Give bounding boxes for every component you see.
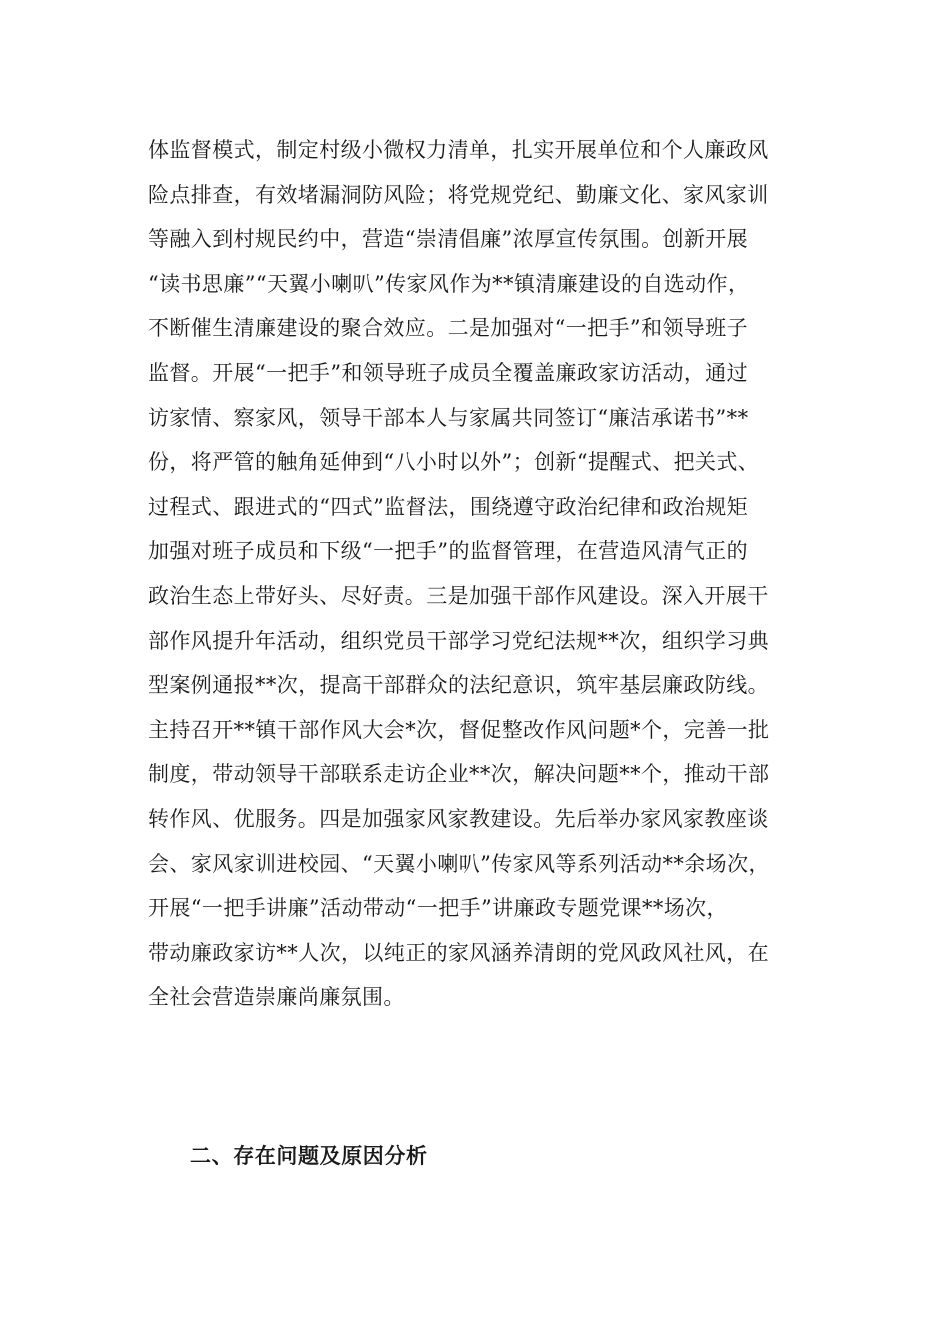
text-line: 部作风提升年活动，组织党员干部学习党纪法规**次，组织学习典 [148,628,769,653]
section-heading: 二、存在问题及原因分析 [190,1143,428,1168]
text-line: 不断催生清廉建设的聚合效应。二是加强对“一把手”和领导班子 [148,316,749,341]
text-line: 险点排查，有效堵漏洞防风险；将党规党纪、勤廉文化、家风家训 [148,182,769,207]
text-line: 过程式、跟进式的“四式”监督法，围绕遵守政治纪律和政治规矩 [148,494,749,519]
text-line: 政治生态上带好头、尽好责。三是加强干部作风建设。深入开展干 [148,583,769,608]
text-line: “读书思廉”“天翼小喇叭”传家风作为**镇清廉建设的自选动作， [148,271,750,296]
text-line: 加强对班子成员和下级“一把手”的监督管理，在营造风清气正的 [148,539,749,564]
text-line: 型案例通报**次，提高干部群众的法纪意识，筑牢基层廉政防线。 [148,673,769,698]
text-line: 体监督模式，制定村级小微权力清单，扎实开展单位和个人廉政风 [148,138,769,162]
text-line: 访家情、察家风，领导干部本人与家属共同签订“廉洁承诺书”** [148,405,749,430]
text-line: 份，将严管的触角延伸到“八小时以外”；创新“提醒式、把关式、 [148,450,760,475]
text-line: 等融入到村规民约中，营造“崇清倡廉”浓厚宣传氛围。创新开展 [148,227,749,252]
text-line: 全社会营造崇廉尚廉氛围。 [148,985,405,1010]
text-line: 开展“一把手讲廉”活动带动“一把手”讲廉政专题党课**场次， [148,896,728,921]
text-line: 制度，带动领导干部联系走访企业**次，解决问题**个，推动干部 [148,762,770,787]
text-line: 转作风、优服务。四是加强家风家教建设。先后举办家风家教座谈 [148,806,769,831]
body-paragraph [148,128,828,1020]
text-line: 主持召开**镇干部作风大会*次，督促整改作风问题*个，完善一批 [148,717,770,742]
text-line: 带动廉政家访**人次，以纯正的家风涵养清朗的党风政风社风，在 [148,940,769,965]
text-line: 会、家风家训进校园、“天翼小喇叭”传家风等系列活动**余场次， [148,851,770,876]
text-line: 监督。开展“一把手”和领导班子成员全覆盖廉政家访活动，通过 [148,360,749,385]
